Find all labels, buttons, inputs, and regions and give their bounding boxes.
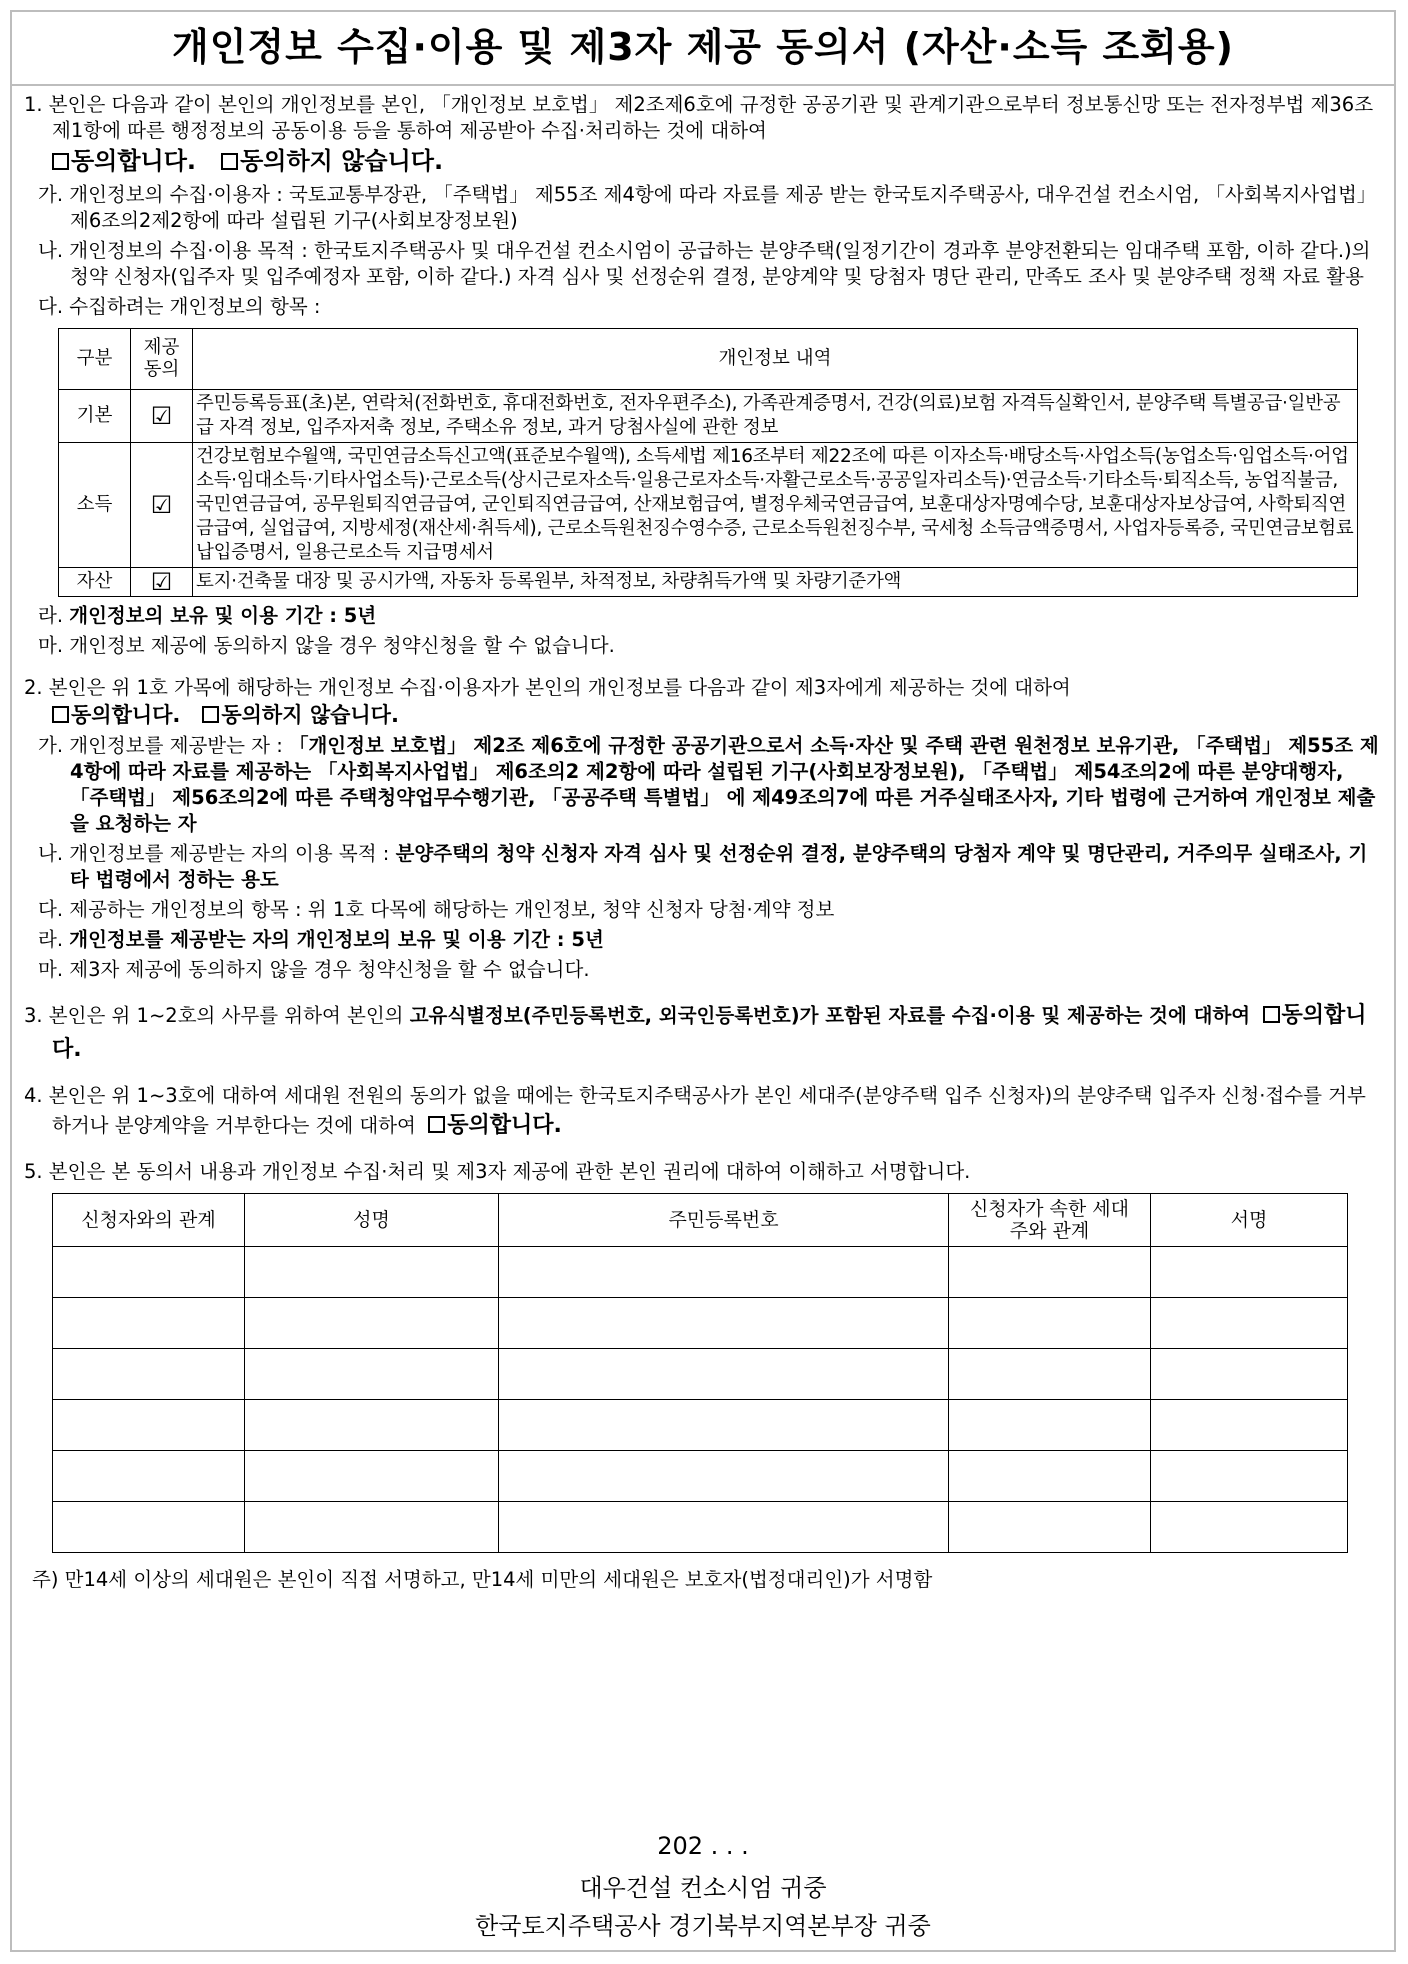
check-icon: ☑ — [131, 443, 193, 568]
sig-header-rrn: 주민등록번호 — [499, 1194, 949, 1247]
section1-consent — [52, 144, 1384, 178]
section3-agree-checkbox[interactable] — [1263, 1006, 1280, 1023]
footnote: 주) 만14세 이상의 세대원은 본인이 직접 서명하고, 만14세 미만의 세대원은 보호자(법정대리인)가 서명함 — [32, 1568, 933, 1591]
table-header-detail: 개인정보 내역 — [193, 329, 1358, 390]
relation-cell[interactable] — [53, 1451, 245, 1502]
name-cell[interactable] — [245, 1349, 499, 1400]
table-header-consent: 제공 동의 — [131, 329, 193, 390]
signature-cell[interactable] — [1151, 1502, 1348, 1553]
table-row — [59, 443, 1358, 568]
table-row — [59, 568, 1358, 597]
section2-text: 2. 본인은 위 1호 가목에 해당하는 개인정보 수집·이용자가 본인의 개인정보를 다음과 같이 제3자에게 제공하는 것에 대하여 — [24, 676, 1071, 699]
date-line: 202 . . . — [657, 1832, 749, 1860]
section1-item-da: 다. 수집하려는 개인정보의 항목 : — [38, 295, 321, 318]
signature-cell[interactable] — [1151, 1298, 1348, 1349]
relation-cell[interactable] — [53, 1400, 245, 1451]
section2-ra-prefix: 라. — [38, 928, 70, 951]
personal-info-items-table — [58, 328, 1358, 597]
section2-item-da: 다. 제공하는 개인정보의 항목 : 위 1호 다목에 해당하는 개인정보, 청약 신청자 당첨·계약 정보 — [38, 898, 835, 921]
section2-item-na — [30, 841, 1384, 893]
table-row — [53, 1502, 1348, 1553]
table-row — [59, 390, 1358, 443]
signature-cell[interactable] — [1151, 1451, 1348, 1502]
section2-ga-prefix: 가. 개인정보를 제공받는 자 : — [38, 734, 289, 757]
rrn-cell[interactable] — [499, 1298, 949, 1349]
relation-cell[interactable] — [53, 1502, 245, 1553]
sig-header-relation: 신청자와의 관계 — [53, 1194, 245, 1247]
rrn-cell[interactable] — [499, 1502, 949, 1553]
section2-consent — [52, 701, 1384, 729]
signature-cell[interactable] — [1151, 1247, 1348, 1298]
name-cell[interactable] — [245, 1451, 499, 1502]
section1-text: 1. 본인은 다음과 같이 본인의 개인정보를 본인, 「개인정보 보호법」 제2조제6호에 규정한 공공기관 및 관계기관으로부터 정보통신망 또는 전자정부법 제36조 제1항에 따른 행정정보의 공동이용 등을 통하여 제공받아 수집·처리하는 것에 대하여 — [24, 93, 1374, 142]
name-cell[interactable] — [245, 1400, 499, 1451]
rrn-cell[interactable] — [499, 1451, 949, 1502]
section2-agree-label: 동의합니다. — [71, 703, 181, 727]
row-category: 소득 — [59, 443, 131, 568]
table-row — [53, 1247, 1348, 1298]
rrn-cell[interactable] — [499, 1247, 949, 1298]
sig-header-signature: 서명 — [1151, 1194, 1348, 1247]
sig-header-household-relation: 신청자가 속한 세대주와 관계 — [949, 1194, 1151, 1247]
rrn-cell[interactable] — [499, 1400, 949, 1451]
section1-ra-prefix: 라. — [38, 604, 70, 627]
section3-agree-label: 동의합니다. — [52, 1003, 1367, 1062]
relation-cell[interactable] — [53, 1247, 245, 1298]
addressee-daewoo: 대우건설 컨소시엄 귀중 — [579, 1874, 827, 1902]
row-category: 자산 — [59, 568, 131, 597]
rrn-cell[interactable] — [499, 1349, 949, 1400]
row-detail: 주민등록등표(초)본, 연락처(전화번호, 휴대전화번호, 전자우편주소), 가족관계증명서, 건강(의료)보험 자격득실확인서, 분양주택 특별공급·일반공급 자격 정보, 입주자저축 정보, 주택소유 정보, 과거 당첨사실에 관한 정보 — [193, 390, 1358, 443]
section4-agree-checkbox[interactable] — [428, 1116, 445, 1133]
household-relation-cell[interactable] — [949, 1451, 1151, 1502]
section1-item-ga: 가. 개인정보의 수집·이용자 : 국토교통부장관, 「주택법」 제55조 제4항에 따라 자료를 제공 받는 한국토지주택공사, 대우건설 컨소시엄, 「사회복지사업법」 제6조의2제2항에 따라 설립된 기구(사회보장정보원) — [38, 183, 1377, 232]
name-cell[interactable] — [245, 1502, 499, 1553]
section1-ra-text: 개인정보의 보유 및 이용 기간 : 5년 — [69, 604, 377, 627]
section4-agree-label: 동의합니다. — [447, 1113, 562, 1138]
section1-agree-checkbox[interactable] — [52, 153, 69, 170]
section2-na-prefix: 나. 개인정보를 제공받는 자의 이용 목적 : — [38, 842, 396, 865]
table-row — [53, 1400, 1348, 1451]
section3-pre: 3. 본인은 위 1~2호의 사무를 위하여 본인의 — [24, 1004, 410, 1027]
row-category: 기본 — [59, 390, 131, 443]
section2-item-ra — [30, 927, 1384, 953]
household-relation-cell[interactable] — [949, 1349, 1151, 1400]
section2-na-text: 분양주택의 청약 신청자 자격 심사 및 선정순위 결정, 분양주택의 당첨자 계약 및 명단관리, 거주의무 실태조사, 기타 법령에서 정하는 용도 — [70, 842, 1368, 891]
table-row — [53, 1349, 1348, 1400]
section4-body: 4. 본인은 위 1~3호에 대하여 세대원 전원의 동의가 없을 때에는 한국토지주택공사가 본인 세대주(분양주택 입주 신청자)의 분양주택 입주자 신청·접수를 거부하거나 분양계약을 거부한다는 것에 대하여 — [24, 1084, 1366, 1137]
addressee-lh: 한국토지주택공사 경기북부지역본부장 귀중 — [475, 1912, 931, 1940]
household-relation-cell[interactable] — [949, 1502, 1151, 1553]
section3-text — [24, 999, 1384, 1067]
check-icon: ☑ — [131, 568, 193, 597]
table-header-category: 구분 — [59, 329, 131, 390]
section2-ra-text: 개인정보를 제공받는 자의 개인정보의 보유 및 이용 기간 : 5년 — [69, 928, 604, 951]
section4-text — [24, 1083, 1384, 1143]
section2-item-ma: 마. 제3자 제공에 동의하지 않을 경우 청약신청을 할 수 없습니다. — [38, 958, 590, 981]
section2-agree-checkbox[interactable] — [52, 706, 69, 723]
section1-agree-label: 동의합니다. — [71, 147, 197, 175]
signature-cell[interactable] — [1151, 1349, 1348, 1400]
household-relation-cell[interactable] — [949, 1298, 1151, 1349]
section3-bold: 고유식별정보(주민등록번호, 외국인등록번호)가 포함된 자료를 수집·이용 및 제공하는 것에 대하여 — [409, 1004, 1251, 1027]
sig-header-name: 성명 — [245, 1194, 499, 1247]
table-row — [53, 1298, 1348, 1349]
section1-item-ma: 마. 개인정보 제공에 동의하지 않을 경우 청약신청을 할 수 없습니다. — [38, 634, 615, 657]
row-detail: 건강보험보수월액, 국민연금소득신고액(표준보수월액), 소득세법 제16조부터 제22조에 따른 이자소득·배당소득·사업소득(농업소득·임업소득·어업소득·임대소득·기타사업소득)·근로소득(상시근로자소득·일용근로자소득·자활근로소득·공공일자리소득)·연금소득·기타소득·퇴직소득, 농업직불금, 국민연금급여, 공무원퇴직연금급여, 군인퇴직연금급여, 산재보험급여, 별정우체국연금급여, 보훈대상자명예수당, 보훈대상자보상급여, 사학퇴직연금급여, 실업급여, 지방세정(재산세·취득세), 근로소득원천징수영수증, 근로소득원천징수부, 국세청 소득금액증명서, 사업자등록증, 국민연금보험료 납입증명서, 일용근로소득 지급명세서 — [193, 443, 1358, 568]
signature-cell[interactable] — [1151, 1400, 1348, 1451]
section1-item-na: 나. 개인정보의 수집·이용 목적 : 한국토지주택공사 및 대우건설 컨소시엄이 공급하는 분양주택(일정기간이 경과후 분양전환되는 임대주택 포함, 이하 같다.)의 청약 신청자(입주자 및 입주예정자 포함, 이하 같다.) 자격 심사 및 선정순위 결정, 분양계약 및 당첨자 명단 관리, 만족도 조사 및 분양주택 정책 자료 활용 — [38, 239, 1371, 288]
relation-cell[interactable] — [53, 1298, 245, 1349]
section2-item-ga — [30, 733, 1384, 837]
row-detail: 토지·건축물 대장 및 공시가액, 자동차 등록원부, 차적정보, 차량취득가액 및 차량기준가액 — [193, 568, 1358, 597]
section2-ga-text: 「개인정보 보호법」 제2조 제6호에 규정한 공공기관으로서 소득·자산 및 주택 관련 원천정보 보유기관, 「주택법」 제55조 제4항에 따라 자료를 제공하는 「사회복지사업법」 제6조의2 제2항에 따라 설립된 기구(사회보장정보원), 「주택법」 제54조의2에 따른 분양대행자, 「주택법」 제56조의2에 따른 주택청약업무수행기관, 「공공주택 특별법」 에 제49조의7에 따른 거주실태조사자, 기타 법령에 근거하여 개인정보 제출을 요청하는 자 — [70, 734, 1379, 835]
name-cell[interactable] — [245, 1298, 499, 1349]
section2-disagree-checkbox[interactable] — [202, 706, 219, 723]
section1-disagree-label: 동의하지 않습니다. — [240, 147, 444, 175]
section1-item-ra — [30, 603, 1384, 629]
household-relation-cell[interactable] — [949, 1247, 1151, 1298]
household-relation-cell[interactable] — [949, 1400, 1151, 1451]
document-title: 개인정보 수집·이용 및 제3자 제공 동의서 (자산·소득 조회용) — [10, 10, 1396, 86]
section5-text: 5. 본인은 본 동의서 내용과 개인정보 수집·처리 및 제3자 제공에 관한 본인 권리에 대하여 이해하고 서명합니다. — [24, 1160, 971, 1183]
relation-cell[interactable] — [53, 1349, 245, 1400]
section2-disagree-label: 동의하지 않습니다. — [221, 703, 399, 727]
name-cell[interactable] — [245, 1247, 499, 1298]
table-row — [53, 1451, 1348, 1502]
signature-table — [52, 1193, 1348, 1553]
section1-disagree-checkbox[interactable] — [221, 153, 238, 170]
document-body — [24, 92, 1384, 1593]
check-icon: ☑ — [131, 390, 193, 443]
